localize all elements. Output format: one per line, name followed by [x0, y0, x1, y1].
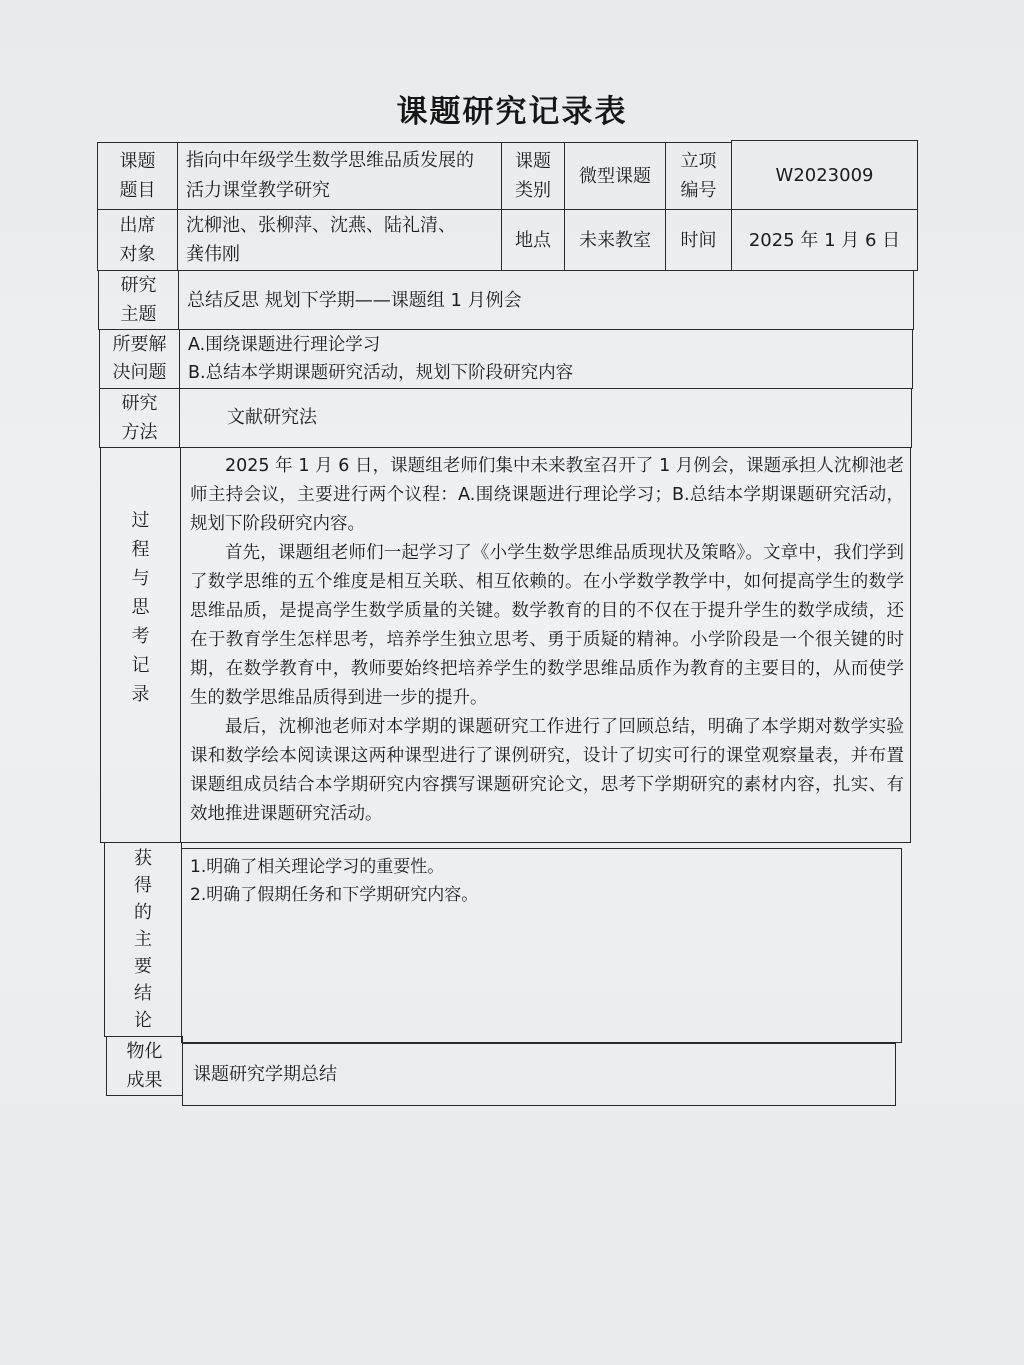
topic-value-text: 指向中年级学生数学思维品质发展的活力课堂教学研究: [186, 150, 474, 201]
attendees-label: [97, 209, 178, 271]
result-label-line2: 成果: [126, 1070, 163, 1091]
attendees-label-line1: 出席: [119, 215, 156, 236]
page-title: 课题研究记录表: [396, 94, 628, 130]
topic-value: [177, 142, 502, 210]
place-value-text: 未来教室: [579, 229, 651, 251]
problem-label: [99, 329, 180, 389]
conclusion-label-char-1: 获: [134, 848, 152, 869]
process-paragraph-1: 2025 年 1 月 6 日，课题组老师们集中未来教室召开了 1 月例会，课题承担人沈柳池老师主持会议，主要进行两个议程：A.围绕课题进行理论学习；B.总结本学期课题研究活动，规划下阶段研究内容。: [190, 456, 904, 534]
conclusion-item-1: 1.明确了相关理论学习的重要性。: [190, 857, 445, 877]
conclusion-label-char-6: 结: [134, 983, 152, 1004]
process-label-char-7: 录: [131, 684, 150, 705]
id-value-text: W2023009: [775, 164, 874, 186]
topic-label-line2: 题目: [119, 180, 156, 201]
id-label: [665, 142, 732, 210]
place-label-text: 地点: [515, 229, 551, 251]
conclusion-label-char-5: 要: [134, 956, 152, 977]
time-label-text: 时间: [680, 229, 717, 251]
conclusion-list: [181, 848, 902, 1043]
theme-label: [98, 270, 179, 330]
attendees-value-text: 沈柳池、张柳萍、沈燕、陆礼清、龚伟刚: [186, 215, 456, 265]
process-paragraph-3: 最后，沈柳池老师对本学期的课题研究工作进行了回顾总结，明确了本学期对数学实验课和数学绘本阅读课这两种课型进行了课例研究，设计了切实可行的课堂观察量表，并布置课题组成员结合本学期研究内容撰写课题研究论文，思考下学期研究的素材内容，扎实、有效地推进课题研究活动。: [190, 717, 904, 824]
result-value-text: 课题研究学期总结: [193, 1064, 337, 1085]
theme-label-line2: 主题: [120, 304, 157, 325]
process-label-char-2: 程: [131, 539, 150, 560]
time-value-text: 2025 年 1 月 6 日: [748, 229, 901, 251]
process-label-char-4: 思: [131, 597, 150, 618]
method-label-line2: 方法: [121, 422, 158, 443]
problem-item-a: A.围绕课题进行理论学习: [188, 335, 381, 355]
time-value: [731, 209, 918, 271]
result-label-line1: 物化: [126, 1041, 163, 1062]
conclusion-label-char-7: 论: [134, 1010, 152, 1031]
type-value-text: 微型课题: [579, 165, 651, 187]
id-label-line2: 编号: [680, 180, 717, 201]
place-label: [501, 209, 565, 271]
process-label-char-1: 过: [131, 510, 150, 531]
problem-label-line1: 所要解: [112, 334, 167, 355]
type-value: [564, 142, 666, 210]
topic-label: [97, 142, 178, 210]
id-label-line1: 立项: [680, 151, 717, 172]
attendees-value: [177, 209, 502, 271]
problem-label-line2: 决问题: [112, 362, 167, 383]
problem-list: [179, 329, 913, 389]
process-record: [180, 447, 911, 843]
theme-value-text: 总结反思 规划下学期——课题组 1 月例会: [187, 289, 522, 311]
place-value: [564, 209, 666, 271]
type-label: [501, 142, 565, 210]
id-value: [731, 140, 918, 210]
theme-label-line1: 研究: [120, 275, 157, 296]
conclusion-item-2: 2.明确了假期任务和下学期研究内容。: [190, 885, 479, 905]
type-label-line2: 类别: [515, 180, 551, 201]
method-value-text: 文献研究法: [227, 407, 317, 428]
process-label: [100, 447, 181, 843]
conclusion-label-char-3: 的: [134, 902, 152, 923]
process-label-char-6: 记: [131, 655, 150, 676]
attendees-label-line2: 对象: [119, 244, 156, 265]
method-label-line1: 研究: [121, 393, 158, 414]
method-label: [99, 388, 180, 448]
result-value: [182, 1043, 896, 1106]
theme-value: [178, 270, 914, 330]
problem-item-b: B.总结本学期课题研究活动，规划下阶段研究内容: [188, 363, 574, 383]
process-label-char-3: 与: [131, 568, 150, 589]
process-paragraph-2: 首先，课题组老师们一起学习了《小学生数学思维品质现状及策略》。文章中，我们学到了数学思维的五个维度是相互关联、相互依赖的。在小学数学教学中，如何提高学生的数学思维品质，是提高学生数学质量的关键。数学教育的目的不仅在于提升学生的数学成绩，还在于教育学生怎样思考，培养学生独立思考、勇于质疑的精神。小学阶段是一个很关键的时期，在数学教育中，教师要始终把培养学生的数学思维品质作为教育的主要目的，从而使学生的数学思维品质得到进一步的提升。: [190, 543, 904, 708]
conclusion-label-char-4: 主: [134, 929, 152, 950]
process-label-char-5: 考: [131, 626, 150, 647]
topic-label-line1: 课题: [119, 151, 156, 172]
time-label: [665, 209, 732, 271]
result-label: [106, 1036, 183, 1096]
method-value: [179, 388, 912, 448]
type-label-line1: 课题: [515, 151, 551, 172]
conclusion-label: [104, 842, 182, 1037]
conclusion-label-char-2: 得: [134, 875, 152, 896]
